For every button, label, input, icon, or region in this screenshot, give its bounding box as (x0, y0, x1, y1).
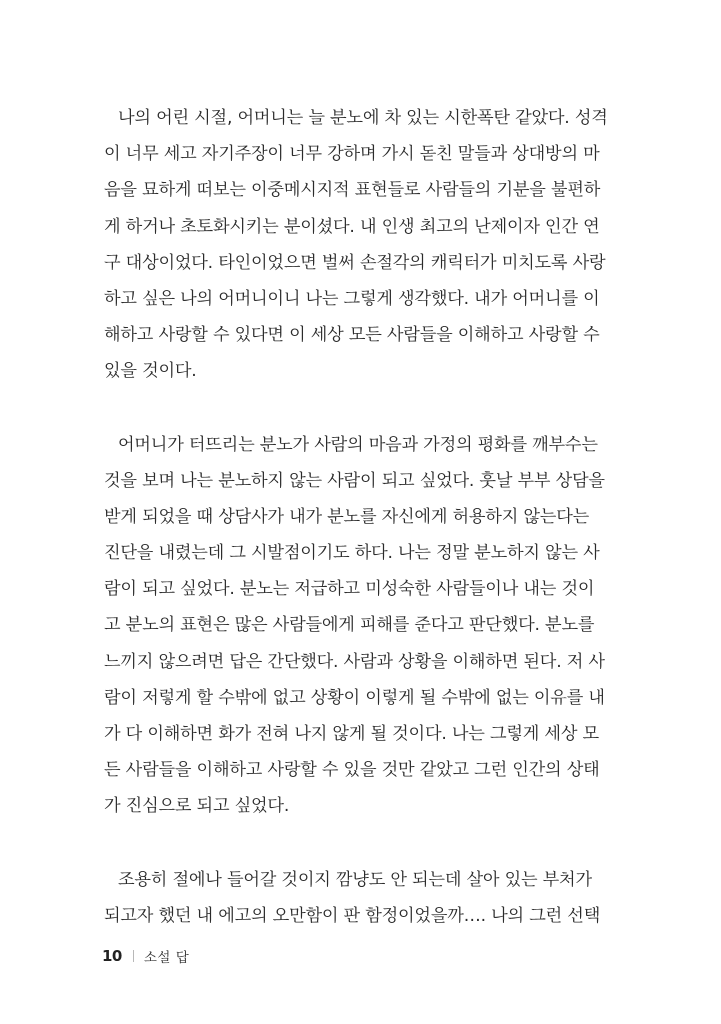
text-line: 조용히 절에나 들어갈 것이지 깜냥도 안 되는데 살아 있는 부처가 (118, 869, 592, 890)
text-line: 이 너무 세고 자기주장이 너무 강하며 가시 돋친 말들과 상대방의 마 (104, 144, 600, 165)
text-line: 해하고 사랑할 수 있다면 이 세상 모든 사람들을 이해하고 사랑할 수 (104, 325, 600, 346)
text-line: 게 하거나 초토화시키는 분이셨다. 내 인생 최고의 난제이자 인간 연 (104, 216, 600, 237)
text-line: 어머니가 터뜨리는 분노가 사람의 마음과 가정의 평화를 깨부수는 (118, 434, 598, 455)
text-line: 받게 되었을 때 상담사가 내가 분노를 자신에게 허용하지 않는다는 (104, 506, 589, 527)
text-line: 고 분노의 표현은 많은 사람들에게 피해를 준다고 판단했다. 분노를 (104, 615, 595, 636)
text-line: 음을 묘하게 떠보는 이중메시지적 표현들로 사람들의 기분을 불편하 (104, 180, 601, 201)
text-line: 있을 것이다. (104, 361, 197, 382)
body-text (104, 100, 608, 934)
text-line: 느끼지 않으려면 답은 간단했다. 사람과 상황을 이해하면 된다. 저 사 (104, 651, 605, 672)
text-line: 하고 싶은 나의 어머니이니 나는 그렇게 생각했다. 내가 어머니를 이 (104, 288, 600, 309)
paragraph-gap (104, 390, 604, 427)
page-number: 10 (102, 947, 122, 965)
paragraph-gap (104, 825, 604, 862)
text-line: 되고자 했던 내 에고의 오만함이 판 함정이었을까…. 나의 그런 선택 (104, 905, 601, 926)
running-title: 소설 답 (143, 950, 190, 966)
text-line: 것을 보며 나는 분노하지 않는 사람이 되고 싶었다. 훗날 부부 상담을 (104, 470, 605, 491)
text-line: 구 대상이었다. 타인이었으면 벌써 손절각의 캐릭터가 미치도록 사랑 (104, 252, 606, 273)
text-line: 람이 되고 싶었다. 분노는 저급하고 미성숙한 사람들이나 내는 것이 (104, 579, 595, 600)
text-line: 든 사람들을 이해하고 사랑할 수 있을 것만 같았고 그런 인간의 상태 (104, 760, 600, 781)
text-line: 람이 저렇게 할 수밖에 없고 상황이 이렇게 될 수밖에 없는 이유를 내 (104, 687, 605, 708)
page-footer (102, 944, 189, 968)
text-line: 가 다 이해하면 화가 전혀 나지 않게 될 것이다. 나는 그렇게 세상 모 (104, 724, 599, 744)
footer-divider (133, 950, 134, 962)
text-line: 진단을 내렸는데 그 시발점이기도 하다. 나는 정말 분노하지 않는 사 (104, 543, 600, 564)
text-line: 가 진심으로 되고 싶었다. (104, 796, 290, 817)
text-line: 나의 어린 시절, 어머니는 늘 분노에 차 있는 시한폭탄 같았다. 성격 (118, 108, 608, 128)
